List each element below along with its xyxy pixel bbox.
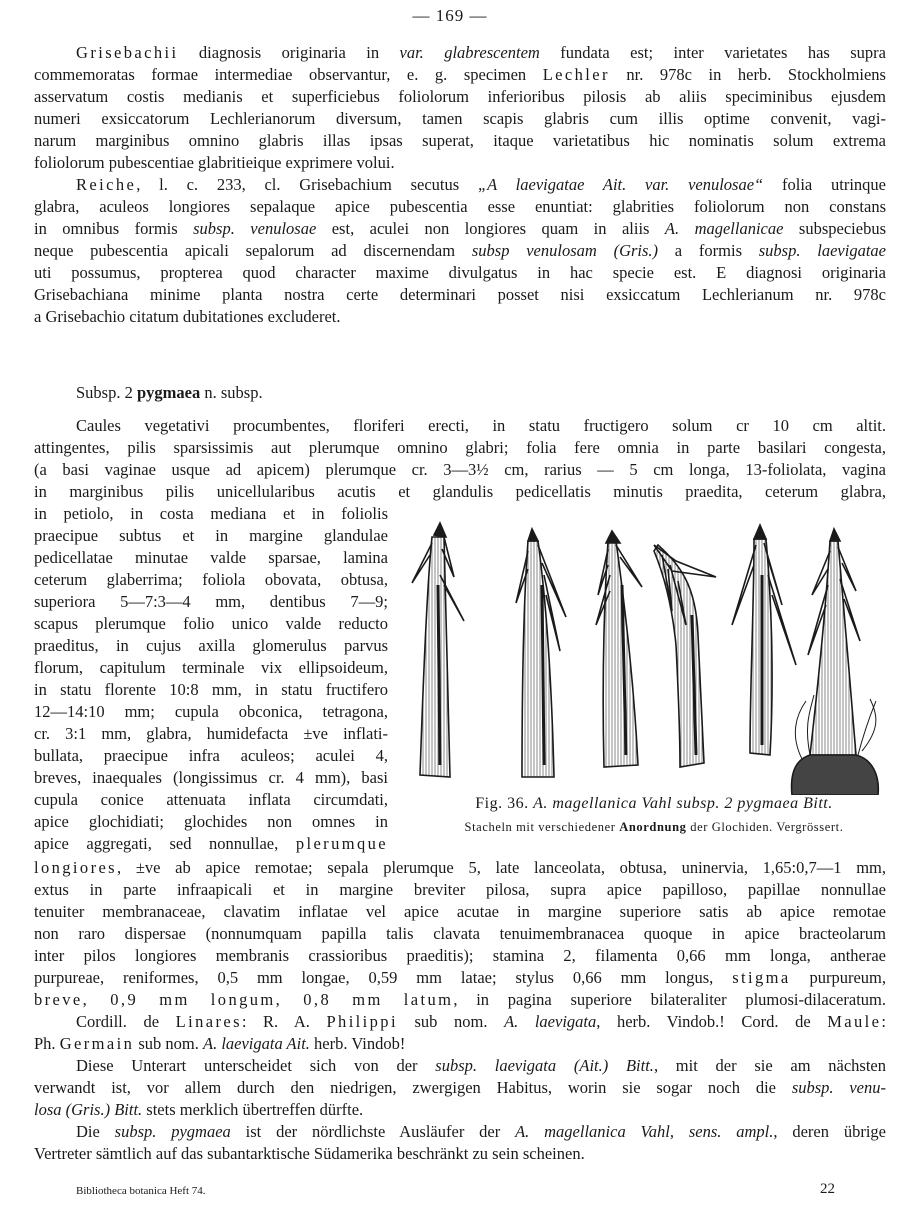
text-line: numeri exsiccatorum Lechlerianorum diversum, tamen scapis glabris cum illis optime convenit, vagi- xyxy=(34,109,886,128)
text-line: narum marginibus omnino glabris illas ipsas superat, itaque varietatibus hic nominatis solum extrema xyxy=(34,131,886,150)
text-line: non raro dispersae (nonnumquam papilla talis clavata tenuimembranacea quoque in apice bracteolarum xyxy=(34,924,886,943)
figure-subcaption: Stacheln mit verschiedener Anordnung der Glochiden. Vergrössert. xyxy=(464,820,844,834)
text-line: tenuiter membranaceae, clavatim inflatae vel apice acutae in margine superiore satis ab apice remotae xyxy=(34,902,886,921)
text-line: superiora 5—7:3—4 mm, dentibus 7—9; xyxy=(34,592,388,611)
section-heading: Subsp. 2 pygmaea n. subsp. xyxy=(76,383,263,402)
text-line: glabra, aculeos longiores sepalaque apice pubescentia esse enuntiat: glabrities foliolorum non constans xyxy=(34,197,886,216)
text-line: Vertreter sämtlich auf das subantarktische Südamerika beschränkt zu sein scheinen. xyxy=(34,1144,585,1163)
text-line: neque pubescentia apicali sepalorum ad discernendam subsp venulosam (Gris.) a formis subsp. laevigatae xyxy=(34,241,886,260)
text-line: Cordill. de Linares: R. A. Philippi sub nom. A. laevigata, herb. Vindob.! Cord. de Maule: xyxy=(76,1012,886,1031)
text-line: Diese Unterart unterscheidet sich von der subsp. laevigata (Ait.) Bitt., mit der sie am nächsten xyxy=(76,1056,887,1075)
figure-caption: Fig. 36. A. magellanica Vahl subsp. 2 pygmaea Bitt. xyxy=(475,795,833,812)
text-line: losa (Gris.) Bitt. stets merklich übertreffen dürfte. xyxy=(34,1100,364,1119)
text-line: verwandt ist, vor allem durch den niedrigen, zwergigen Habitus, worin sie sogar noch die subsp. venu- xyxy=(34,1078,886,1097)
page-number: — 169 — xyxy=(412,6,488,25)
text-line: scapus plerumque folio unico valde reducto xyxy=(34,614,388,633)
text-line: pedicellatae minutae valde sparsae, lamina xyxy=(34,548,388,567)
text-line: Caules vegetativi procumbentes, floriferi erecti, in statu fructigero solum cr 10 cm altit. xyxy=(76,416,886,435)
spine-drawings xyxy=(410,515,898,795)
text-line: apice aggregati, sed nonnullae, plerumque xyxy=(34,834,388,853)
text-line: bullata, praecipue infra aculeos; aculei 4, xyxy=(34,746,388,765)
text-line: florum, capitulum terminale vix ellipsoideum, xyxy=(34,658,388,677)
text-line: purpureae, reniformes, 0,5 mm longae, 0,59 mm latae; stylus 0,66 mm longus, stigma purpureum, xyxy=(34,968,887,987)
spine-drawing-2 xyxy=(516,529,566,777)
text-line: 12—14:10 mm; cupula obconica, tetragona, xyxy=(34,702,388,721)
spine-drawing-6 xyxy=(792,529,879,795)
text-line: praecipue subtus et in margine glandulae xyxy=(34,526,388,545)
text-line: asservatum costis medianis et superficiebus foliolorum inferioribus pilosis ab aliis speciminibus ejusdem xyxy=(34,87,886,106)
text-line: ceterum glaberrima; foliola obovata, obtusa, xyxy=(34,570,388,589)
text-line: a Grisebachio citatum dubitationes excluderet. xyxy=(34,307,341,326)
text-line: foliolorum pubescentiae glabritieique exprimere volui. xyxy=(34,153,395,172)
text-line: longiores, ±ve ab apice remotae; sepala plerumque 5, late lanceolata, obtusa, uninervia, 1,65:0,7—1 mm, xyxy=(34,858,886,877)
text-line: in petiolo, in costa mediana et in foliolis xyxy=(34,504,388,523)
text-line: Die subsp. pygmaea ist der nördlichste Ausläufer der A. magellanica Vahl, sens. ampl., deren übrige xyxy=(76,1122,887,1141)
text-line: apice glochidiati; glochides non omnes in xyxy=(34,812,388,831)
text-line: Grisebachii diagnosis originaria in var. glabrescentem fundata est; inter varietates has supra xyxy=(76,43,886,62)
text-line: cr. 3:1 mm, glabra, humidefacta ±ve inflati- xyxy=(34,724,388,743)
text-line: uti possumus, propterea quod character maxime divulgatus in hac specie est. E diagnosi originaria xyxy=(34,263,886,282)
text-line: breve, 0,9 mm longum, 0,8 mm latum, in pagina superiore bilateraliter plumosi-dilaceratum. xyxy=(34,990,886,1009)
footer-series: Bibliotheca botanica Heft 74. xyxy=(76,1185,206,1197)
text-line: in omnibus formis subsp. venulosae est, aculei non longiores quam in aliis A. magellanicae subspeciebus xyxy=(34,219,886,238)
text-line: inter pilos longiores membranis crassioribus praeditis); stamina 2, filamenta 0,66 mm longa, antherae xyxy=(34,946,886,965)
signature-mark: 22 xyxy=(820,1181,835,1197)
text-line: Ph. Germain sub nom. A. laevigata Ait. herb. Vindob! xyxy=(34,1034,406,1053)
text-line: attingentes, pilis sparsissimis aut plerumque omnino glabri; folia fere omnia in parte basilari congesta, xyxy=(34,438,886,457)
spine-drawing-4 xyxy=(654,545,716,767)
text-line: (a basi vaginae usque ad apicem) plerumque cr. 3—3½ cm, rarius — 5 cm longa, 13-foliolata, vagina xyxy=(34,460,886,479)
text-line: commemoratas formae intermediae observantur, e. g. specimen Lechler nr. 978c in herb. Stockholmiens xyxy=(34,65,886,84)
text-line: extus in parte infraapicali et in margine breviter pilosa, supra apice papilloso, papillae nonnullae xyxy=(34,880,886,899)
text-line: breves, inaequales (longissimus cr. 4 mm), basi xyxy=(34,768,388,787)
text-line: praeditus, in cujus axilla glomerulus parvus xyxy=(34,636,388,655)
text-line: Grisebachiana minime planta nostra certe determinari posset nisi exsiccatum Lechlerianum nr. 978c xyxy=(34,285,886,304)
spine-drawing-3 xyxy=(596,531,642,767)
text-line: cupula conice attenuata inflata circumdati, xyxy=(34,790,388,809)
text-line: in marginibus pilis unicellularibus acutis et glandulis pedicellatis minutis praedita, ceterum glabra, xyxy=(34,482,886,501)
spine-drawing-5 xyxy=(732,525,796,755)
figure-36-illustration xyxy=(410,515,898,825)
text-line: in statu florente 10:8 mm, in statu fructifero xyxy=(34,680,388,699)
spine-drawing-1 xyxy=(412,523,464,777)
text-line: Reiche, l. c. 233, cl. Grisebachium secutus „A laevigatae Ait. var. venulosae“ folia utrinque xyxy=(76,175,886,194)
